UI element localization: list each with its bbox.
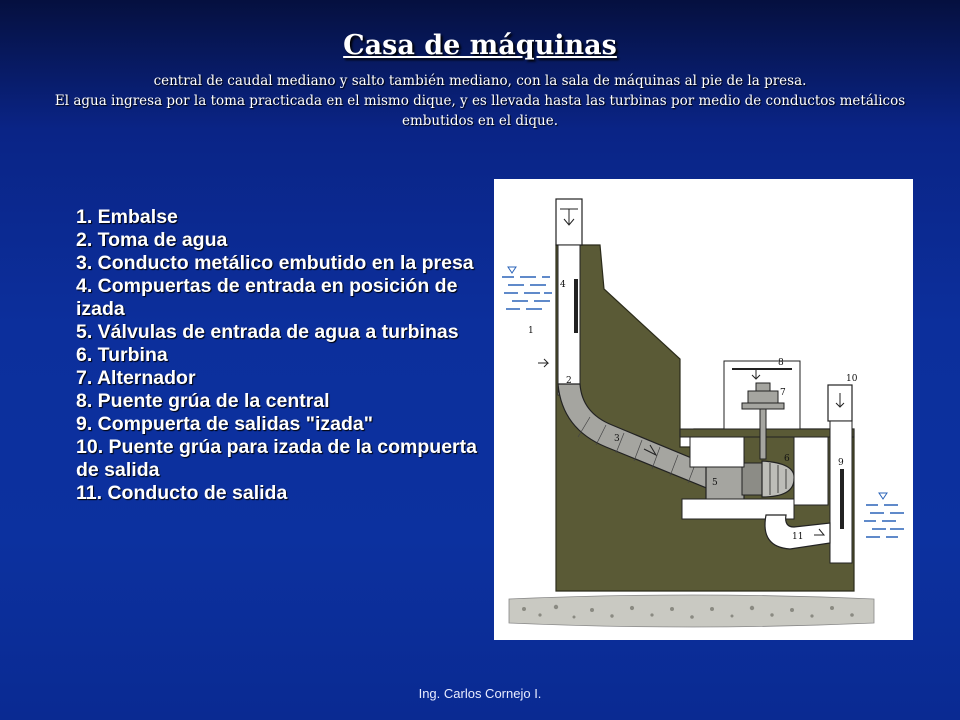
diagram-svg <box>494 179 913 640</box>
legend-item: 2. Toma de agua <box>76 229 228 251</box>
label-10: 10 <box>846 374 858 384</box>
label-5: 5 <box>712 478 718 488</box>
reservoir-water <box>502 267 552 309</box>
subtitle-line-1: central de caudal mediano y salto también mediano, con la sala de máquinas al pie de la presa. <box>153 73 807 89</box>
legend-item: 5. Válvulas de entrada de agua a turbinas <box>76 321 459 343</box>
subtitle-line-2: El agua ingresa por la toma practicada en el mismo dique, y es llevada hasta las turbinas por medio de conductos metálicos embutidos en el dique. <box>54 93 906 129</box>
legend-item: 1. Embalse <box>76 206 178 228</box>
dam-powerhouse-diagram <box>494 179 913 640</box>
ground-gravel <box>494 591 913 640</box>
label-3: 3 <box>614 434 620 444</box>
legend-item: 3. Conducto metálico embutido en la presa <box>76 252 474 274</box>
outlet-gate-tower <box>828 385 852 563</box>
label-11: 11 <box>792 532 804 542</box>
label-2: 2 <box>566 376 572 386</box>
label-4: 4 <box>560 280 566 290</box>
tailwater <box>864 493 904 537</box>
legend-item: 8. Puente grúa de la central <box>76 390 330 412</box>
label-8: 8 <box>778 358 784 368</box>
page-subtitle <box>40 71 920 131</box>
legend-item: 6. Turbina <box>76 344 168 366</box>
legend-list <box>76 206 486 505</box>
label-1: 1 <box>528 326 534 336</box>
legend-item: 4. Compuertas de entrada en posición de izada <box>76 275 458 320</box>
legend-item: 11. Conducto de salida <box>76 482 288 504</box>
page-title: Casa de máquinas <box>343 30 617 61</box>
label-7: 7 <box>780 388 786 398</box>
footer-author: Ing. Carlos Cornejo I. <box>418 686 542 701</box>
label-6: 6 <box>784 454 790 464</box>
legend-item: 10. Puente grúa para izada de la compuerta de salida <box>76 436 477 481</box>
label-9: 9 <box>838 458 844 468</box>
intake-tower <box>556 199 582 395</box>
legend-item: 9. Compuerta de salidas "izada" <box>76 413 374 435</box>
flow-arrows <box>538 359 548 367</box>
legend-item: 7. Alternador <box>76 367 196 389</box>
